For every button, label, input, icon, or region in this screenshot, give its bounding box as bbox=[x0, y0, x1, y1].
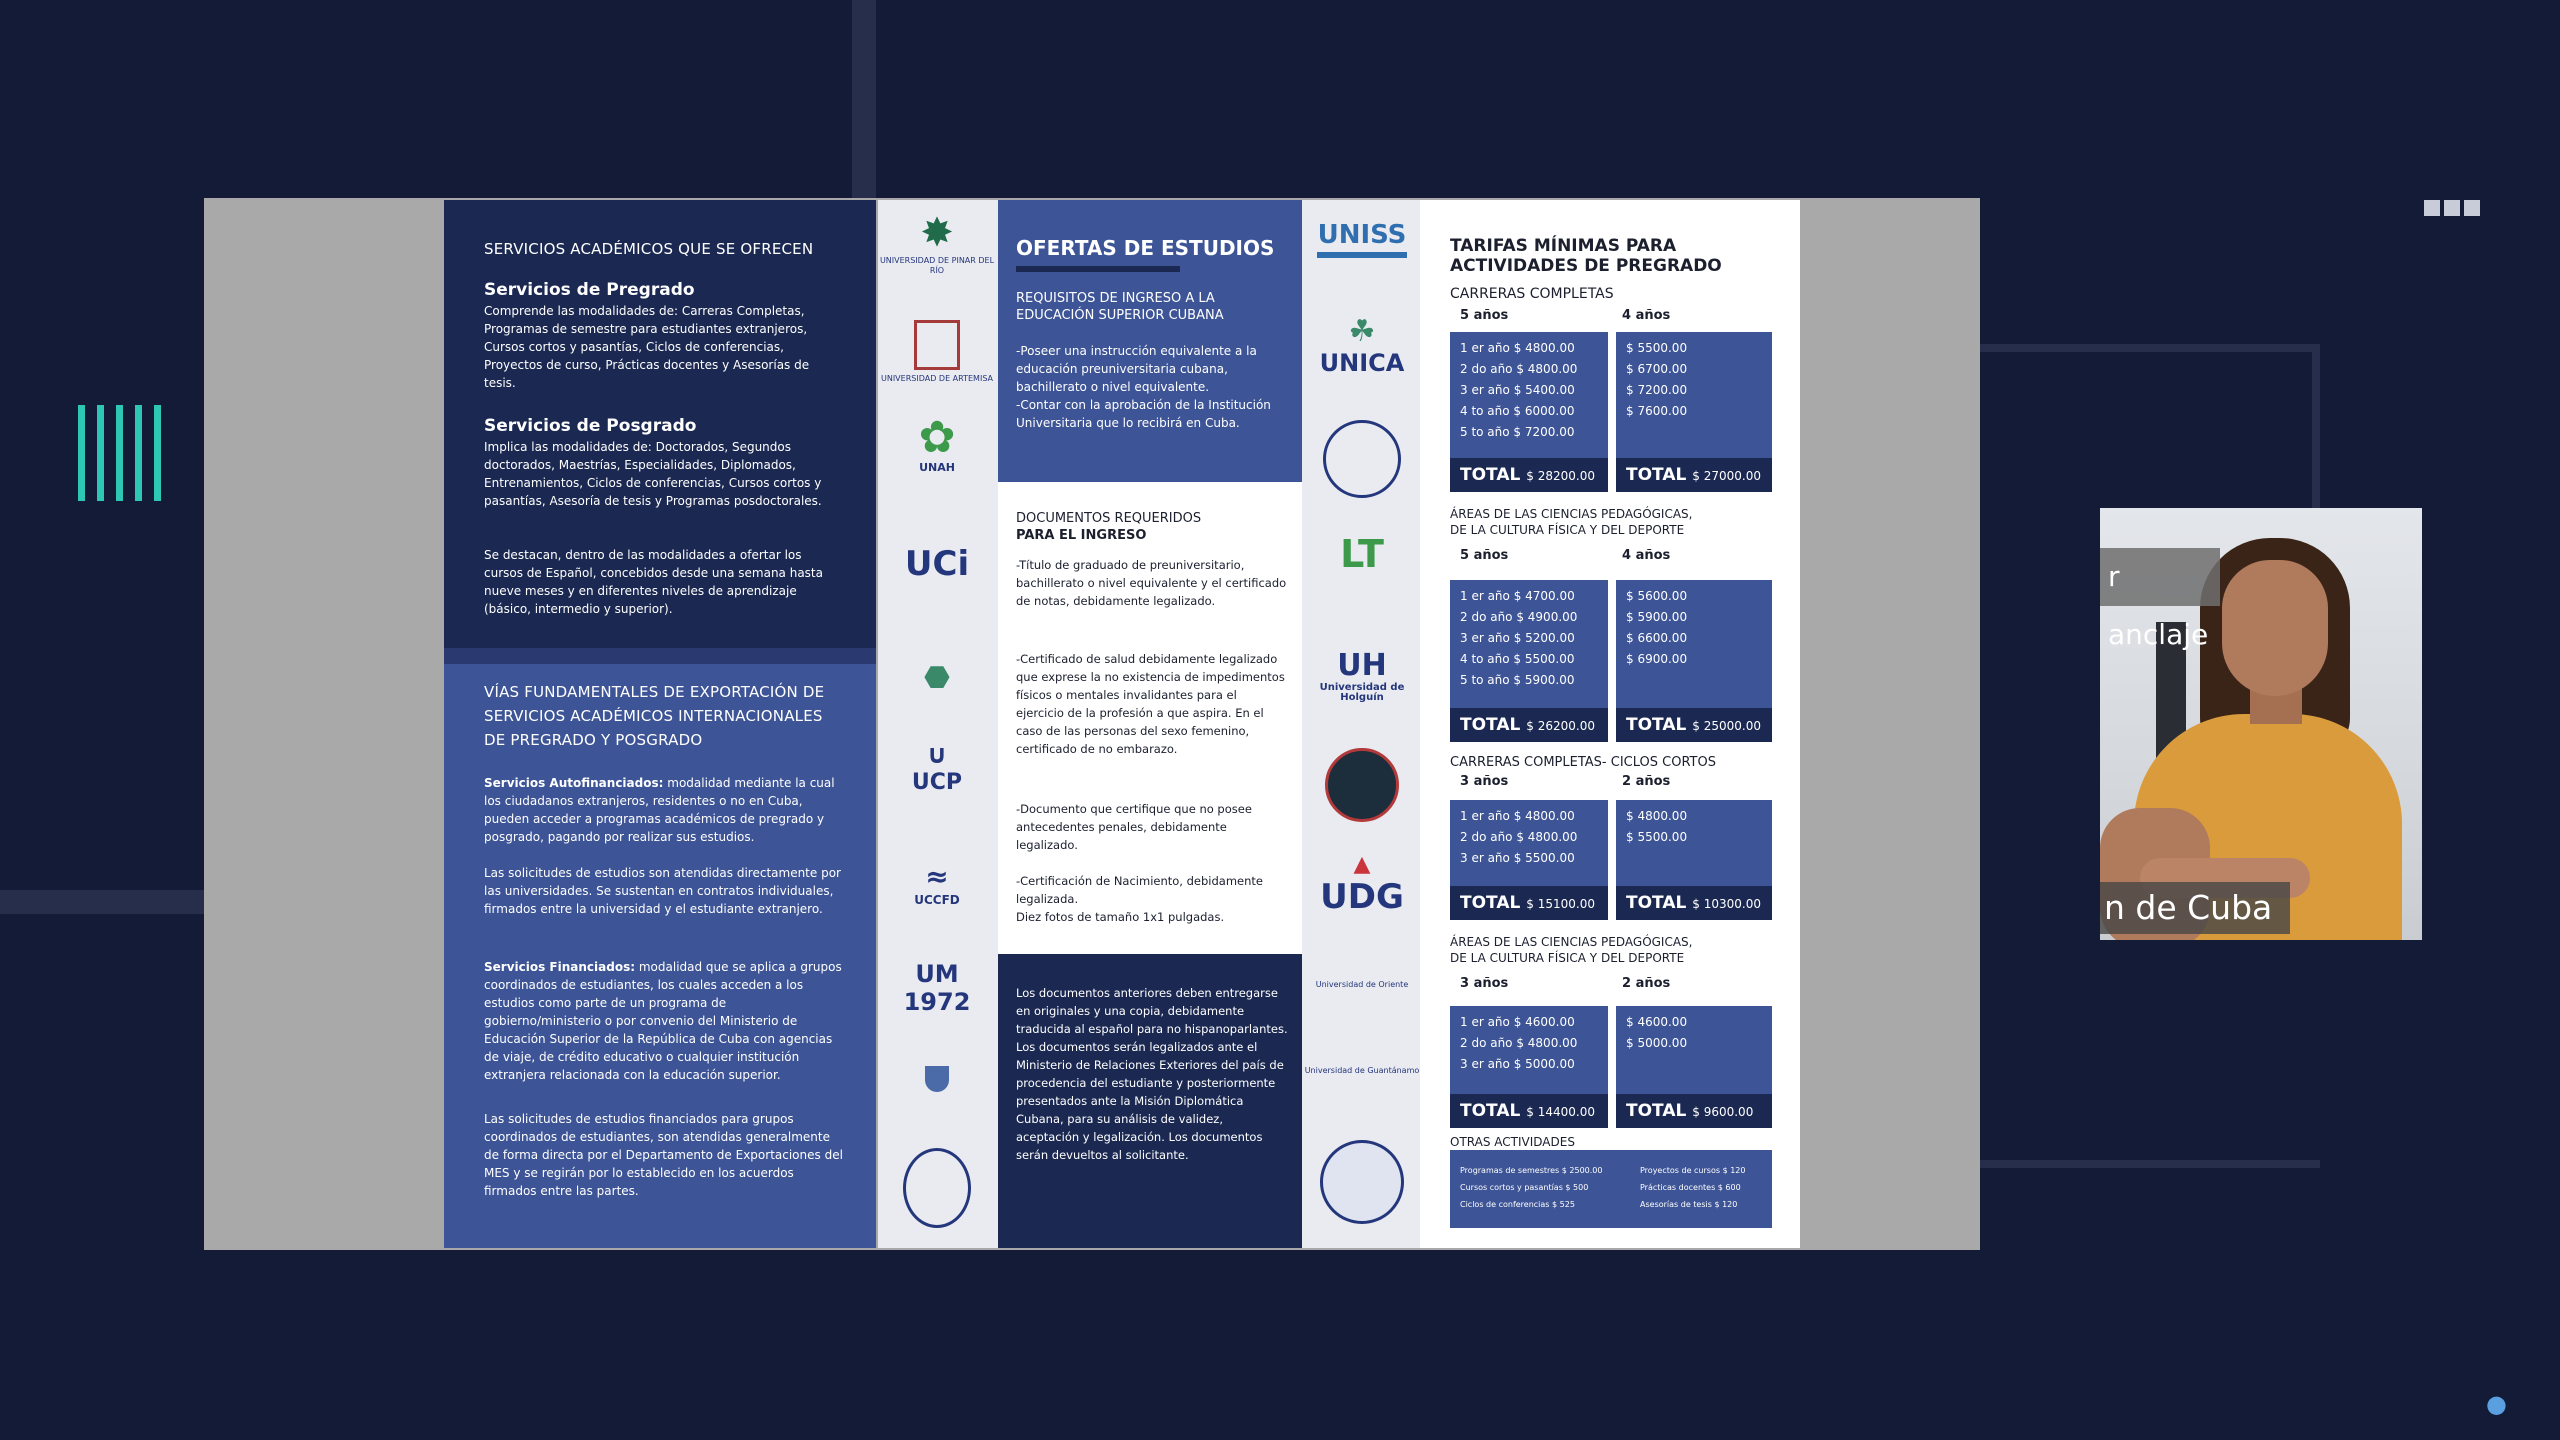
uci-logo: UCi bbox=[904, 544, 970, 584]
autofin-block bbox=[484, 774, 844, 846]
fees-title-line1: TARIFAS MÍNIMAS PARA bbox=[1450, 236, 1677, 256]
shared-slide bbox=[204, 198, 1980, 1250]
uo-logo: Universidad de Oriente bbox=[1315, 980, 1409, 989]
section-4-total-b: TOTAL $ 9600.00 bbox=[1616, 1094, 1772, 1128]
study-offers-title: OFERTAS DE ESTUDIOS bbox=[1016, 236, 1275, 260]
more-options-icon[interactable] bbox=[2424, 200, 2480, 216]
um1972-logo: UM 1972 bbox=[903, 960, 971, 1016]
documents-heading bbox=[1016, 510, 1288, 544]
background-line-horizontal bbox=[0, 890, 204, 914]
background-frame-right bbox=[1980, 344, 2320, 352]
university-logos-column-2 bbox=[1304, 200, 1420, 1248]
services-separator bbox=[444, 648, 876, 664]
section-4-rows-b: $ 4600.00 $ 5000.00 bbox=[1626, 1015, 1688, 1050]
pregrado-title: Servicios de Pregrado bbox=[484, 280, 695, 300]
participant-video-tile[interactable] bbox=[2100, 508, 2422, 940]
autofin-title: Servicios Autofinanciados: bbox=[484, 776, 664, 790]
doc-item-5: Diez fotos de tamaño 1x1 pulgadas. bbox=[1016, 910, 1225, 924]
services-heading: SERVICIOS ACADÉMICOS QUE SE OFRECEN bbox=[484, 240, 814, 258]
section-1-total-b: TOTAL $ 27000.00 bbox=[1616, 458, 1772, 492]
video-caption-top: r anclaje bbox=[2100, 548, 2220, 606]
video-caption-bottom: n de Cuba bbox=[2100, 882, 2290, 934]
section-4-box-a bbox=[1450, 1006, 1608, 1128]
fin-text-2: Las solicitudes de estudios financiados para grupos coordinados de estudiantes, son atendidas generalmente de forma directa por el Departamento de Exportaciones del MES y se regirán por lo establecido en los acuerdos firmados entre las partes. bbox=[484, 1112, 843, 1198]
autofin-text: modalidad mediante la cual los ciudadanos extranjeros, residentes o no en Cuba, pueden acceder a programas académicos de pregrado y posgrado, pagando por realizar sus estudios. bbox=[484, 776, 835, 844]
university-shield-logo bbox=[878, 1066, 996, 1096]
background-frame-right-vertical bbox=[2312, 344, 2320, 508]
fees-title bbox=[1450, 236, 1722, 276]
section-1-rows-a: 1 er año $ 4800.00 2 do año $ 4800.00 3 er año $ 5400.00 4 to año $ 6000.00 5 to año $ 7200.00 bbox=[1460, 341, 1578, 439]
doc-item-4: -Certificación de Nacimiento, debidamente legalizada. bbox=[1016, 874, 1263, 906]
documents-heading-line1: DOCUMENTOS REQUERIDOS bbox=[1016, 511, 1202, 526]
legalization-text: Los documentos anteriores deben entregarse en originales y una copia, debidamente traducida al español para no hispanoparlantes. Los documentos serán legalizados ante el Ministerio de Relaciones Exteriores del país de procedencia del estudiante y posteriormente presentados ante la Misión Diplomática Cubana, para su análisis de validez, aceptación y legalización. Los documentos serán devueltos al solicitante. bbox=[1016, 986, 1288, 1162]
section-2-total-b: TOTAL $ 25000.00 bbox=[1616, 708, 1772, 742]
section-2-rows-a: 1 er año $ 4700.00 2 do año $ 4900.00 3 er año $ 5200.00 4 to año $ 5500.00 5 to año $ 5900.00 bbox=[1460, 589, 1578, 687]
section-2-caption-b: 4 años bbox=[1622, 548, 1671, 563]
requirements-text: -Poseer una instrucción equivalente a la educación preuniversitaria cubana, bachillerato o nivel equivalente. -Contar con la aprobación de la Institución Universitaria que lo recibirá en Cuba. bbox=[1016, 344, 1271, 430]
other-activities-box bbox=[1450, 1150, 1772, 1228]
section-3-box-b bbox=[1616, 800, 1772, 920]
other-activities-label: OTRAS ACTIVIDADES bbox=[1450, 1135, 1575, 1149]
section-1-label: CARRERAS COMPLETAS bbox=[1450, 286, 1614, 302]
section-3-box-a bbox=[1450, 800, 1608, 920]
section-4-rows-a: 1 er año $ 4600.00 2 do año $ 4800.00 3 er año $ 5000.00 bbox=[1460, 1015, 1578, 1071]
fin-title: Servicios Financiados: bbox=[484, 960, 636, 974]
section-2-caption-a: 5 años bbox=[1460, 548, 1509, 563]
section-1-caption-a: 5 años bbox=[1460, 308, 1509, 323]
uho-logo: UH Universidad de Holguín bbox=[1319, 648, 1405, 703]
ucm-seal-logo bbox=[1304, 1140, 1420, 1228]
decorative-bars-icon bbox=[78, 405, 161, 501]
section-3-total-a: TOTAL $ 15100.00 bbox=[1450, 886, 1608, 920]
globe-icon: ● bbox=[2486, 1390, 2507, 1418]
section-3-label: CARRERAS COMPLETAS- CICLOS CORTOS bbox=[1450, 755, 1716, 770]
section-3-caption-a: 3 años bbox=[1460, 774, 1509, 789]
round-seal-logo bbox=[878, 1148, 996, 1232]
uniss-logo: UNISS bbox=[1304, 220, 1420, 258]
section-3-total-b: TOTAL $ 10300.00 bbox=[1616, 886, 1772, 920]
section-4-caption-b: 2 años bbox=[1622, 976, 1671, 991]
unica-logo: ☘ UNICA bbox=[1319, 314, 1405, 377]
lt-logo: LT bbox=[1340, 532, 1384, 576]
documents-heading-line2: PARA EL INGRESO bbox=[1016, 528, 1147, 543]
posgrado-text: Implica las modalidades de: Doctorados, Segundos doctorados, Maestrías, Especialidades, Diplomados, Entrenamientos, Ciclos de conferencias, Cursos cortos y pasantías, Asesoría de tesis y Programas posdoctorales. bbox=[484, 440, 822, 508]
doc-item-2: -Certificado de salud debidamente legalizado que exprese la no existencia de impedimentos físicos o mentales invalidantes para el ejercicio de la profesión a que aspira. En el caso de las personas del sexo femenino, certificado de no embarazo. bbox=[1016, 652, 1285, 756]
background-line-vertical bbox=[852, 0, 876, 198]
section-2-box-b bbox=[1616, 580, 1772, 742]
doc-item-1: -Título de graduado de preuniversitario, bachillerato o nivel equivalente y el certificado de notas, debidamente legalizado. bbox=[1016, 558, 1287, 608]
section-1-rows-b: $ 5500.00 $ 6700.00 $ 7200.00 $ 7600.00 bbox=[1626, 341, 1688, 418]
section-1-box-b bbox=[1616, 332, 1772, 492]
section-2-rows-b: $ 5600.00 $ 5900.00 $ 6600.00 $ 6900.00 bbox=[1626, 589, 1688, 666]
upr-logo: ✸ UNIVERSIDAD DE PINAR DEL RÍO bbox=[879, 210, 995, 275]
section-1-caption-b: 4 años bbox=[1622, 308, 1671, 323]
section-3-caption-b: 2 años bbox=[1622, 774, 1671, 789]
services-panel bbox=[444, 200, 876, 1248]
ucccd-logo: ≈ UCCFD bbox=[914, 860, 960, 907]
study-offers-panel bbox=[996, 200, 1304, 1248]
requirements-heading: REQUISITOS DE INGRESO A LA EDUCACIÓN SUPERIOR CUBANA bbox=[1016, 291, 1224, 323]
seal-logo bbox=[1304, 420, 1420, 502]
section-2-box-a bbox=[1450, 580, 1608, 742]
doc-item-3: -Documento que certifique que no posee antecedentes penales, debidamente legalizado. bbox=[1016, 802, 1252, 852]
unah-logo: ✿ UNAH bbox=[918, 412, 956, 474]
vias-heading: VÍAS FUNDAMENTALES DE EXPORTACIÓN DE SERVICIOS ACADÉMICOS INTERNACIONALES DE PREGRADO Y POSGRADO bbox=[484, 683, 825, 749]
artemisa-logo: UNIVERSIDAD DE ARTEMISA bbox=[878, 320, 996, 384]
other-activities-left: Programas de semestres $ 2500.00 Cursos cortos y pasantías $ 500 Ciclos de conferencias $ 525 bbox=[1460, 1166, 1603, 1209]
fin-block bbox=[484, 958, 844, 1084]
ucp-logo: ∪ UCP bbox=[911, 740, 963, 795]
section-2-label: ÁREAS DE LAS CIENCIAS PEDAGÓGICAS, DE LA CULTURA FÍSICA Y DEL DEPORTE bbox=[1450, 507, 1693, 537]
background-frame-right-bottom bbox=[1980, 1160, 2320, 1168]
section-4-box-b bbox=[1616, 1006, 1772, 1128]
autofin-text-2: Las solicitudes de estudios son atendidas directamente por las universidades. Se sustentan en contratos individuales, firmados entre la universidad y el estudiante extranjero. bbox=[484, 866, 841, 916]
udg-logo: ▲ UDG bbox=[1320, 852, 1404, 917]
section-4-label: ÁREAS DE LAS CIENCIAS PEDAGÓGICAS, DE LA CULTURA FÍSICA Y DEL DEPORTE bbox=[1450, 935, 1693, 965]
section-3-rows-b: $ 4800.00 $ 5500.00 bbox=[1626, 809, 1688, 844]
section-2-total-a: TOTAL $ 26200.00 bbox=[1450, 708, 1608, 742]
section-4-total-a: TOTAL $ 14400.00 bbox=[1450, 1094, 1608, 1128]
fees-panel bbox=[1420, 200, 1800, 1248]
section-1-box-a bbox=[1450, 332, 1608, 492]
pregrado-text: Comprende las modalidades de: Carreras Completas, Programas de semestre para estudiantes extranjeros, Cursos cortos y pasantías, Ciclos de conferencias, Proyectos de curso, Prácticas docentes y Asesorías de tesis. bbox=[484, 304, 810, 390]
participant-face bbox=[2222, 560, 2328, 696]
round-badge-logo bbox=[1304, 748, 1420, 826]
title-underline bbox=[1016, 266, 1180, 272]
section-1-total-a: TOTAL $ 28200.00 bbox=[1450, 458, 1608, 492]
ug-logo: Universidad de Guantánamo bbox=[1304, 1066, 1420, 1075]
espanol-text: Se destacan, dentro de las modalidades a ofertar los cursos de Español, concebidos desde una semana hasta nueve meses y en diferentes niveles de aprendizaje (básico, intermedio y superior). bbox=[484, 548, 823, 616]
posgrado-title: Servicios de Posgrado bbox=[484, 416, 697, 436]
section-3-rows-a: 1 er año $ 4800.00 2 do año $ 4800.00 3 er año $ 5500.00 bbox=[1460, 809, 1578, 865]
cujae-logo: ⬣ bbox=[923, 660, 951, 695]
fin-text: modalidad que se aplica a grupos coordinados de estudiantes, los cuales acceden a los estudios como parte de un programa de gobierno/ministerio o por convenio del Ministerio de Educación Superior de la República de Cuba con agencias de viaje, de crédito educativo o cualquier institución extranjera relacionada con la educación superior. bbox=[484, 960, 842, 1082]
section-4-caption-a: 3 años bbox=[1460, 976, 1509, 991]
fees-title-line2: ACTIVIDADES DE PREGRADO bbox=[1450, 256, 1722, 276]
university-logos-column-1 bbox=[878, 200, 996, 1248]
other-activities-right: Proyectos de cursos $ 120 Prácticas docentes $ 600 Asesorías de tesis $ 120 bbox=[1640, 1166, 1746, 1209]
